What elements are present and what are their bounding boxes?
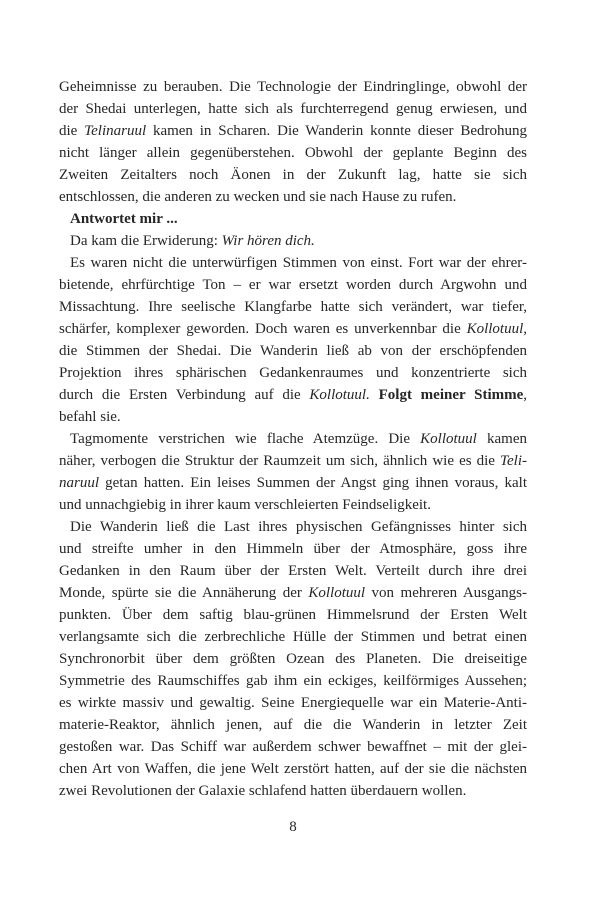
text-line bbox=[59, 670, 527, 692]
text-line-content bbox=[59, 321, 527, 337]
text-line-content bbox=[70, 431, 527, 447]
text-line-content bbox=[59, 167, 527, 183]
text-line bbox=[59, 450, 527, 472]
text-line-content bbox=[59, 387, 527, 403]
text-line-content bbox=[59, 101, 527, 117]
text-line-content bbox=[70, 519, 527, 535]
body-text: näher, verbogen die Struktur der Raumzeit um sich, ähnlich wie es die bbox=[59, 453, 501, 469]
text-line-content bbox=[59, 607, 527, 623]
text-line bbox=[59, 340, 527, 362]
body-text: Zweiten Zeitalters noch Äonen in der Zukunft lag, hatte sie sich bbox=[59, 167, 527, 183]
text-line bbox=[59, 164, 527, 186]
body-text: und unnachgiebig in ihrer kaum verschleierten Feindseligkeit. bbox=[59, 497, 431, 513]
text-line bbox=[59, 692, 527, 714]
text-line bbox=[59, 780, 527, 802]
text-line bbox=[59, 208, 527, 230]
text-line bbox=[59, 714, 527, 736]
text-line-content bbox=[59, 541, 527, 557]
text-line bbox=[59, 736, 527, 758]
text-line-content bbox=[59, 497, 431, 513]
italic-text: Kollotuul bbox=[420, 431, 477, 447]
body-text: die bbox=[59, 123, 85, 139]
body-text: , bbox=[523, 321, 527, 337]
body-text: durch die Ersten Verbindung auf die bbox=[59, 387, 310, 403]
body-text: Synchronorbit über dem größten Ozean des Planeten. Die dreiseitige bbox=[59, 651, 527, 667]
text-line bbox=[59, 318, 527, 340]
text-line-content bbox=[70, 211, 178, 227]
body-text: Geheimnisse zu berauben. Die Technologie der Eindringlinge, obwohl der bbox=[59, 79, 527, 95]
body-text: Da kam die Erwiderung: bbox=[70, 233, 222, 249]
text-line bbox=[59, 120, 527, 142]
text-line bbox=[59, 186, 527, 208]
italic-text: naruul bbox=[59, 475, 100, 491]
body-text: gestoßen war. Das Schiff war außerdem schwer bewaffnet – mit der glei- bbox=[59, 739, 527, 755]
text-line bbox=[59, 230, 527, 252]
text-line-content bbox=[59, 123, 527, 139]
text-line-content bbox=[59, 343, 527, 359]
text-line bbox=[59, 142, 527, 164]
body-text: entschlossen, die anderen zu wecken und sie nach Hause zu rufen. bbox=[59, 189, 457, 205]
italic-text: Kollotuul bbox=[308, 585, 366, 601]
page-text-block bbox=[59, 76, 527, 802]
text-line-content bbox=[59, 585, 527, 601]
text-line bbox=[59, 758, 527, 780]
text-line bbox=[59, 98, 527, 120]
text-line bbox=[59, 538, 527, 560]
text-line-content bbox=[59, 453, 527, 469]
body-text: nicht länger allein gegenüberstehen. Obwohl der geplante Beginn des bbox=[59, 145, 527, 161]
body-text bbox=[370, 387, 379, 403]
italic-text: Telinaruul bbox=[84, 123, 147, 139]
text-line bbox=[59, 560, 527, 582]
body-text: Monde, spürte sie die Annäherung der bbox=[59, 585, 309, 601]
body-text: Missachtung. Ihre seelische Klangfarbe hatte sich verändert, war tiefer, bbox=[59, 299, 527, 315]
body-text: punkten. Über dem saftig blau-grünen Himmelsrund der Ersten Welt bbox=[59, 607, 527, 623]
body-text: materie-Reaktor, ähnlich jenen, auf die die Wanderin in letzter Zeit bbox=[59, 717, 527, 733]
page-number: 8 bbox=[289, 819, 297, 835]
text-line-content bbox=[59, 189, 456, 205]
text-line bbox=[59, 406, 527, 428]
text-line bbox=[59, 648, 527, 670]
body-text: verlangsamte sich die zerbrechliche Hülle der Stimmen und betrat einen bbox=[59, 629, 527, 645]
text-line bbox=[59, 604, 527, 626]
body-text: die Stimmen der Shedai. Die Wanderin ließ ab von der erschöpfenden bbox=[59, 343, 527, 359]
text-line bbox=[59, 76, 527, 98]
body-text: Symmetrie des Raumschiffes gab ihm ein eckiges, keilförmiges Aussehen; bbox=[59, 673, 527, 689]
text-line-content bbox=[59, 629, 527, 645]
body-text: es wirkte massiv und gewaltig. Seine Energiequelle war ein Materie-Anti- bbox=[59, 695, 527, 711]
text-line-content bbox=[59, 739, 527, 755]
body-text: Die Wanderin ließ die Last ihres physischen Gefängnisses hinter sich bbox=[70, 519, 527, 535]
body-text: , bbox=[523, 387, 528, 403]
text-line bbox=[59, 494, 527, 516]
body-text: kamen bbox=[476, 431, 527, 447]
text-line-content bbox=[70, 233, 315, 249]
italic-text: Kollotuul. bbox=[309, 387, 370, 403]
body-text: befahl sie. bbox=[59, 409, 121, 425]
text-line-content bbox=[59, 475, 527, 491]
text-line bbox=[59, 472, 527, 494]
text-line-content bbox=[59, 651, 527, 667]
text-line-content bbox=[59, 277, 527, 293]
text-line bbox=[59, 362, 527, 384]
body-text: und streifte umher in den Himmeln über der Atmosphäre, goss ihre bbox=[59, 541, 527, 557]
body-text: chen Art von Waffen, die jene Welt zerstört hatten, auf der sie die nächsten bbox=[59, 761, 527, 777]
body-text: der Shedai unterlegen, hatte sich als furchterregend genug erwiesen, und bbox=[59, 101, 527, 117]
text-line-content bbox=[59, 783, 466, 799]
text-line-content bbox=[59, 761, 527, 777]
text-line bbox=[59, 582, 527, 604]
text-line-content bbox=[59, 365, 527, 381]
text-line bbox=[59, 428, 527, 450]
italic-text: Teli- bbox=[500, 453, 527, 469]
italic-text: Wir hören dich. bbox=[221, 233, 315, 249]
body-text: schärfer, komplexer geworden. Doch waren es unverkennbar die bbox=[59, 321, 467, 337]
text-line bbox=[59, 516, 527, 538]
text-line bbox=[59, 384, 527, 406]
bold-text: Folgt meiner Stimme bbox=[378, 387, 524, 403]
text-line-content bbox=[59, 79, 527, 95]
body-text: Projektion ihres sphärischen Gedankenraumes und konzentrierte sich bbox=[59, 365, 527, 381]
text-line-content bbox=[59, 673, 527, 689]
text-line bbox=[59, 626, 527, 648]
text-line-content bbox=[70, 255, 527, 271]
body-text: getan hatten. Ein leises Summen der Angst ging ihnen voraus, kalt bbox=[99, 475, 527, 491]
body-text: Es waren nicht die unterwürfigen Stimmen von einst. Fort war der ehrer- bbox=[70, 255, 527, 271]
italic-text: Kollotuul bbox=[466, 321, 524, 337]
body-text: von mehreren Ausgangs- bbox=[365, 585, 528, 601]
text-line-content bbox=[59, 695, 527, 711]
body-text: zwei Revolutionen der Galaxie schlafend hatten überdauern wollen. bbox=[59, 783, 467, 799]
bold-text: Antwortet mir ... bbox=[70, 211, 178, 227]
body-text: Gedanken in den Raum über der Ersten Welt. Verteilt durch ihre drei bbox=[59, 563, 527, 579]
text-line-content bbox=[59, 299, 527, 315]
text-line-content bbox=[59, 409, 121, 425]
text-line-content bbox=[59, 717, 527, 733]
text-line-content bbox=[59, 145, 527, 161]
text-line bbox=[59, 296, 527, 318]
body-text: kamen in Scharen. Die Wanderin konnte dieser Bedrohung bbox=[146, 123, 527, 139]
text-line bbox=[59, 252, 527, 274]
body-text: bietende, ehrfürchtige Ton – er war ersetzt worden durch Argwohn und bbox=[59, 277, 527, 293]
text-line-content bbox=[59, 563, 527, 579]
body-text: Tagmomente verstrichen wie flache Atemzüge. Die bbox=[70, 431, 421, 447]
text-line bbox=[59, 274, 527, 296]
